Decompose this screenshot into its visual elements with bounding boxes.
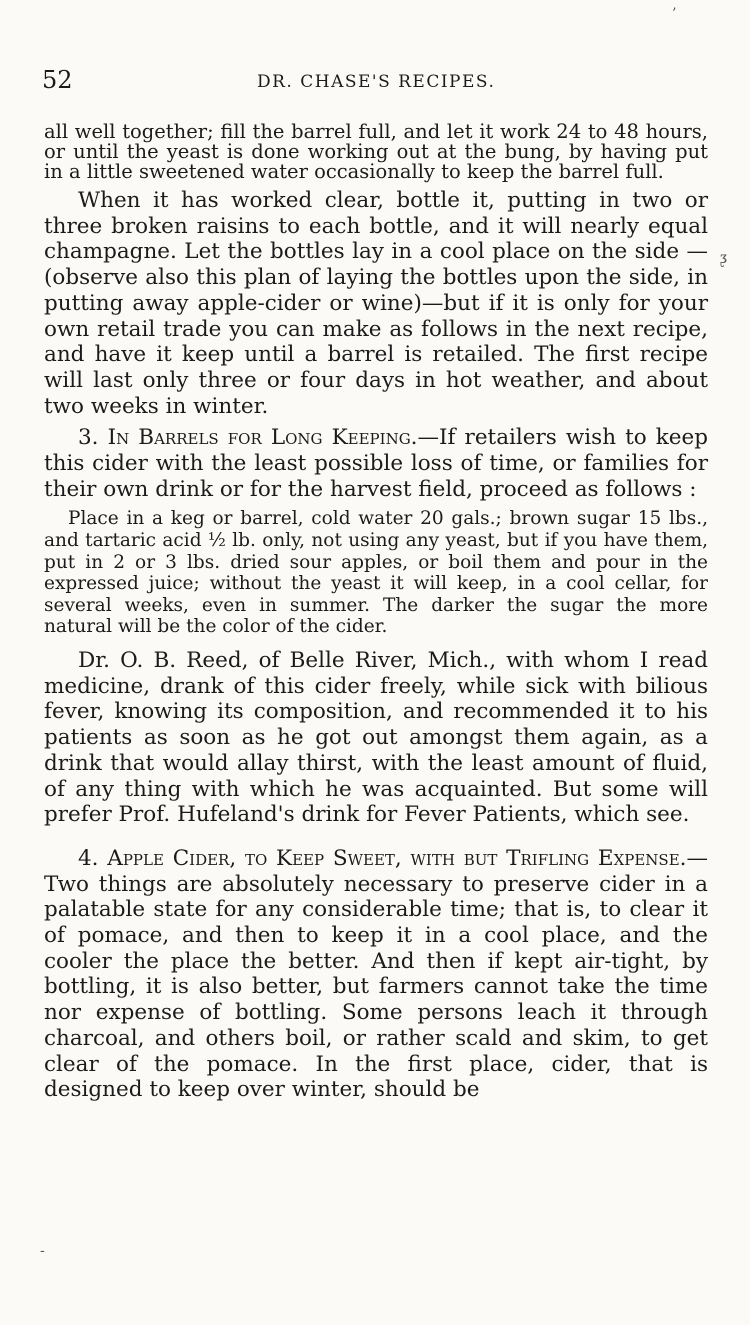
paragraph-apple-cider bbox=[44, 846, 708, 1103]
page-number: 52 bbox=[42, 66, 73, 94]
recipe-title-apple-cider: Apple Cider, to Keep Sweet, with but Trifling Expense. bbox=[107, 845, 687, 871]
paragraph-continuation: all well together; fill the barrel full, and let it work 24 to 48 hours, or until the yeast is done working out at the bung, by having put in a little sweetened water occasionally to keep the barrel full. bbox=[44, 120, 708, 183]
paragraph-long-keeping bbox=[44, 425, 708, 502]
paragraph-gap bbox=[44, 828, 708, 846]
recipe-text-long-keeping: —If retailers wish to keep this cider with the least possible loss of time, or families for their own drink or for the harvest field, proceed as follows : bbox=[44, 425, 709, 502]
paragraph-bottling: When it has worked clear, bottle it, putting in two or three broken raisins to each bottle, and it will nearly equal champagne. Let the bottles lay in a cool place on the side —(observe also this plan of laying the bottles upon the side, in putting away apple-cider or wine)—but if it is only for your own retail trade you can make as follows in the next recipe, and have it keep until a barrel is retailed. The first recipe will last only three or four days in hot weather, and about two weeks in winter. bbox=[44, 188, 708, 419]
recipe-number-3: 3. bbox=[78, 425, 99, 451]
recipe-title-long-keeping: In Barrels for Long Keeping. bbox=[107, 425, 418, 451]
recipe-number-4: 4. bbox=[78, 845, 99, 871]
page-body bbox=[44, 122, 708, 1103]
running-head: DR. CHASE'S RECIPES. bbox=[257, 72, 496, 92]
footer-mark: - bbox=[40, 1243, 45, 1259]
corner-mark: ’ bbox=[672, 6, 677, 22]
paragraph-dr-reed: Dr. O. B. Reed, of Belle River, Mich., with whom I read medicine, drank of this cider freely, while sick with bilious fever, knowing its composition, and recommended it to his patients as soon as he got out amongst them again, as a drink that would allay thirst, with the least amount of fluid, of any thing with which he was acquainted. But some will prefer Prof. Hufeland's drink for Fever Patients, which see. bbox=[44, 648, 708, 828]
page-header bbox=[42, 66, 710, 102]
margin-mark: ᶚ bbox=[720, 247, 728, 268]
recipe-text-apple-cider: —Two things are absolutely necessary to preserve cider in a palatable state for any considerable time; that is, to clear it of pomace, and then to keep it in a cool place, and the cooler the place the better. And then if kept air-tight, by bottling, it is also better, but farmers cannot take the time nor expense of bottling. Some persons leach it through charcoal, and others boil, or rather scald and skim, to get clear of the pomace. In the first place, cider, that is designed to keep over winter, should be bbox=[44, 845, 708, 1103]
recipe-instructions: Place in a keg or barrel, cold water 20 gals.; brown sugar 15 lbs., and tartaric acid ½ lb. only, not using any yeast, but if you have them, put in 2 or 3 lbs. dried sour apples, or boil them and pour in the expressed juice; without the yeast it will keep, in a cool cellar, for several weeks, even in summer. The darker the sugar the more natural will be the color of the cider. bbox=[44, 508, 708, 638]
